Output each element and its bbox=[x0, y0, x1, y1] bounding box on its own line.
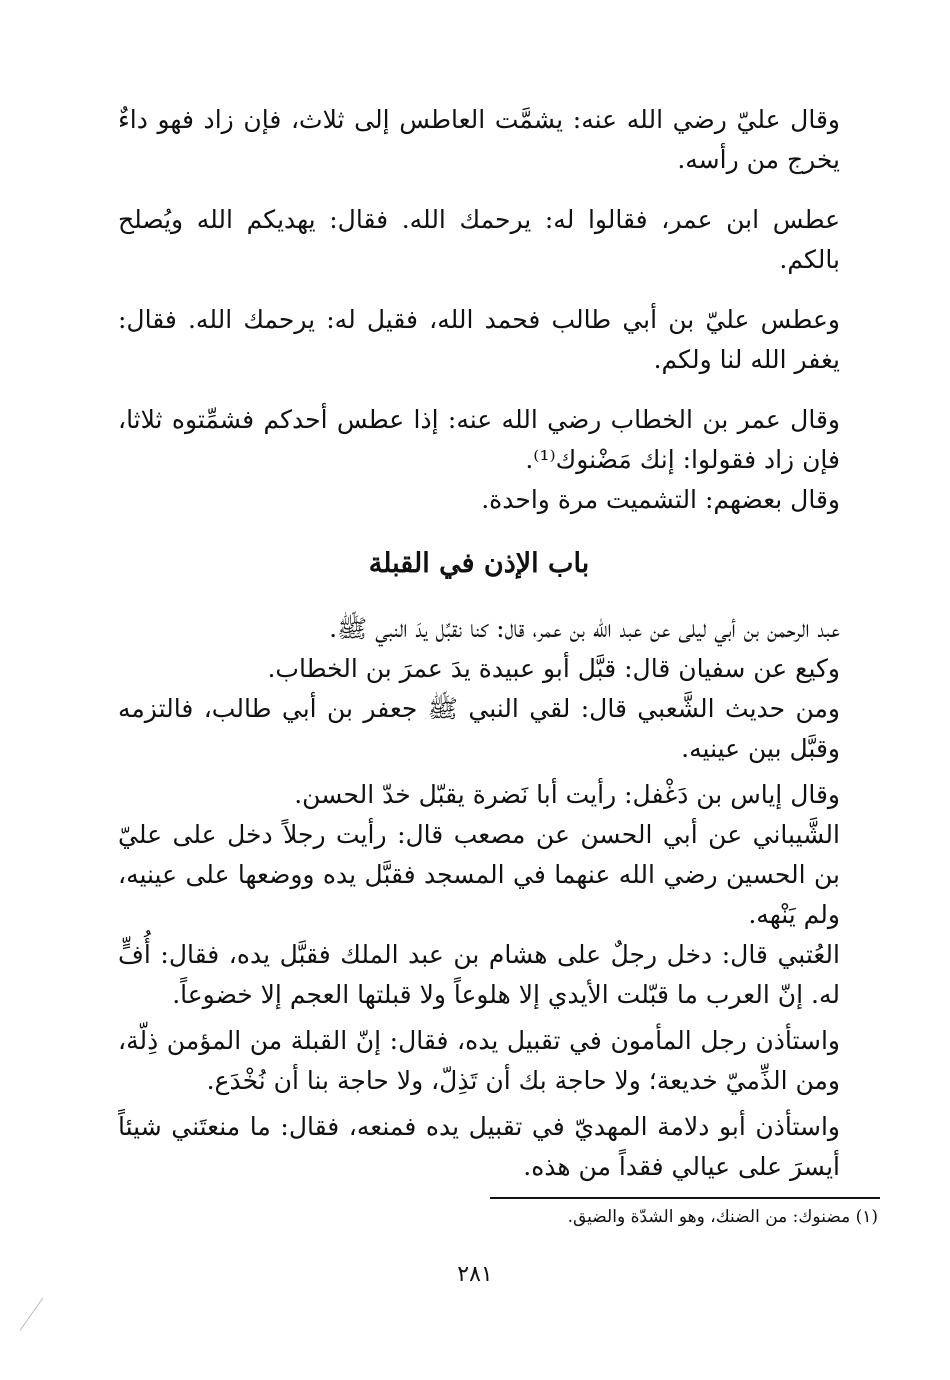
footnote-divider bbox=[490, 1197, 880, 1199]
scan-artifact-line bbox=[20, 1297, 44, 1330]
paragraph: وقال عمر بن الخطاب رضي الله عنه: إذا عطس أحدكم فشمِّتوه ثلاثا، فإن زاد فقولوا: إنك مَضْنوك⁽¹⁾. bbox=[118, 405, 840, 474]
paragraph: عبد الرحمن بن أبي ليلى عن عبد الله بن عمر، قال: كنا نقبِّل يدَ النبي ﷺ. bbox=[329, 614, 840, 644]
main-text bbox=[118, 100, 840, 1187]
footnote: (١) مضنوك: من الضنك، وهو الشدّة والضيق. bbox=[567, 1207, 878, 1227]
page-number: ٢٨١ bbox=[457, 1262, 493, 1287]
paragraph: واستأذن رجل المأمون في تقبيل يده، فقال: إنّ القبلة من المؤمن ذِلّة، ومن الذِّميّ خديعة؛ ولا حاجة بك أن تَذِلّ، ولا حاجة بنا أن نُخْدَع. bbox=[118, 1026, 840, 1096]
paragraph: وكيع عن سفيان قال: قبَّل أبو عبيدة يدَ عمرَ بن الخطاب. bbox=[267, 654, 840, 684]
paragraph: وقال عليّ رضي الله عنه: يشمَّت العاطس إلى ثلاث، فإن زاد فهو داءٌ يخرج من رأسه. bbox=[118, 105, 840, 174]
paragraph: الشَّيباني عن أبي الحسن عن مصعب قال: رأيت رجلاً دخل على عليّ بن الحسين رضي الله عنهما في المسجد فقبَّل يده ووضعها على عينيه، ولم يَنْهه. bbox=[118, 820, 840, 930]
paragraph: واستأذن أبو دلامة المهديّ في تقبيل يده فمنعه، فقال: ما منعتَني شيئاً أيسرَ على عيالي فقداً من هذه. bbox=[118, 1112, 840, 1182]
paragraph: العُتبي قال: دخل رجلٌ على هشام بن عبد الملك فقبَّل يده، فقال: أُفٍّ له. إنّ العرب ما قبّلت الأيدي إلا هلوعاً ولا قبلتها العجم إلا خضوعاً. bbox=[118, 940, 840, 1010]
paragraph: ومن حديث الشَّعبي قال: لقي النبي ﷺ جعفر بن أبي طالب، فالتزمه وقبَّل بين عينيه. bbox=[118, 694, 840, 764]
section-heading: باب الإذن في القبلة bbox=[368, 548, 590, 579]
paragraph: وقال بعضهم: التشميت مرة واحدة. bbox=[481, 485, 840, 514]
paragraph: عطس ابن عمر، فقالوا له: يرحمك الله. فقال: يهديكم الله ويُصلح بالكم. bbox=[118, 205, 840, 274]
paragraph: وعطس عليّ بن أبي طالب فحمد الله، فقيل له: يرحمك الله. فقال: يغفر الله لنا ولكم. bbox=[118, 305, 840, 374]
paragraph: وقال إياس بن دَغْفل: رأيت أبا نَضرة يقبّل خدّ الحسن. bbox=[294, 780, 840, 810]
